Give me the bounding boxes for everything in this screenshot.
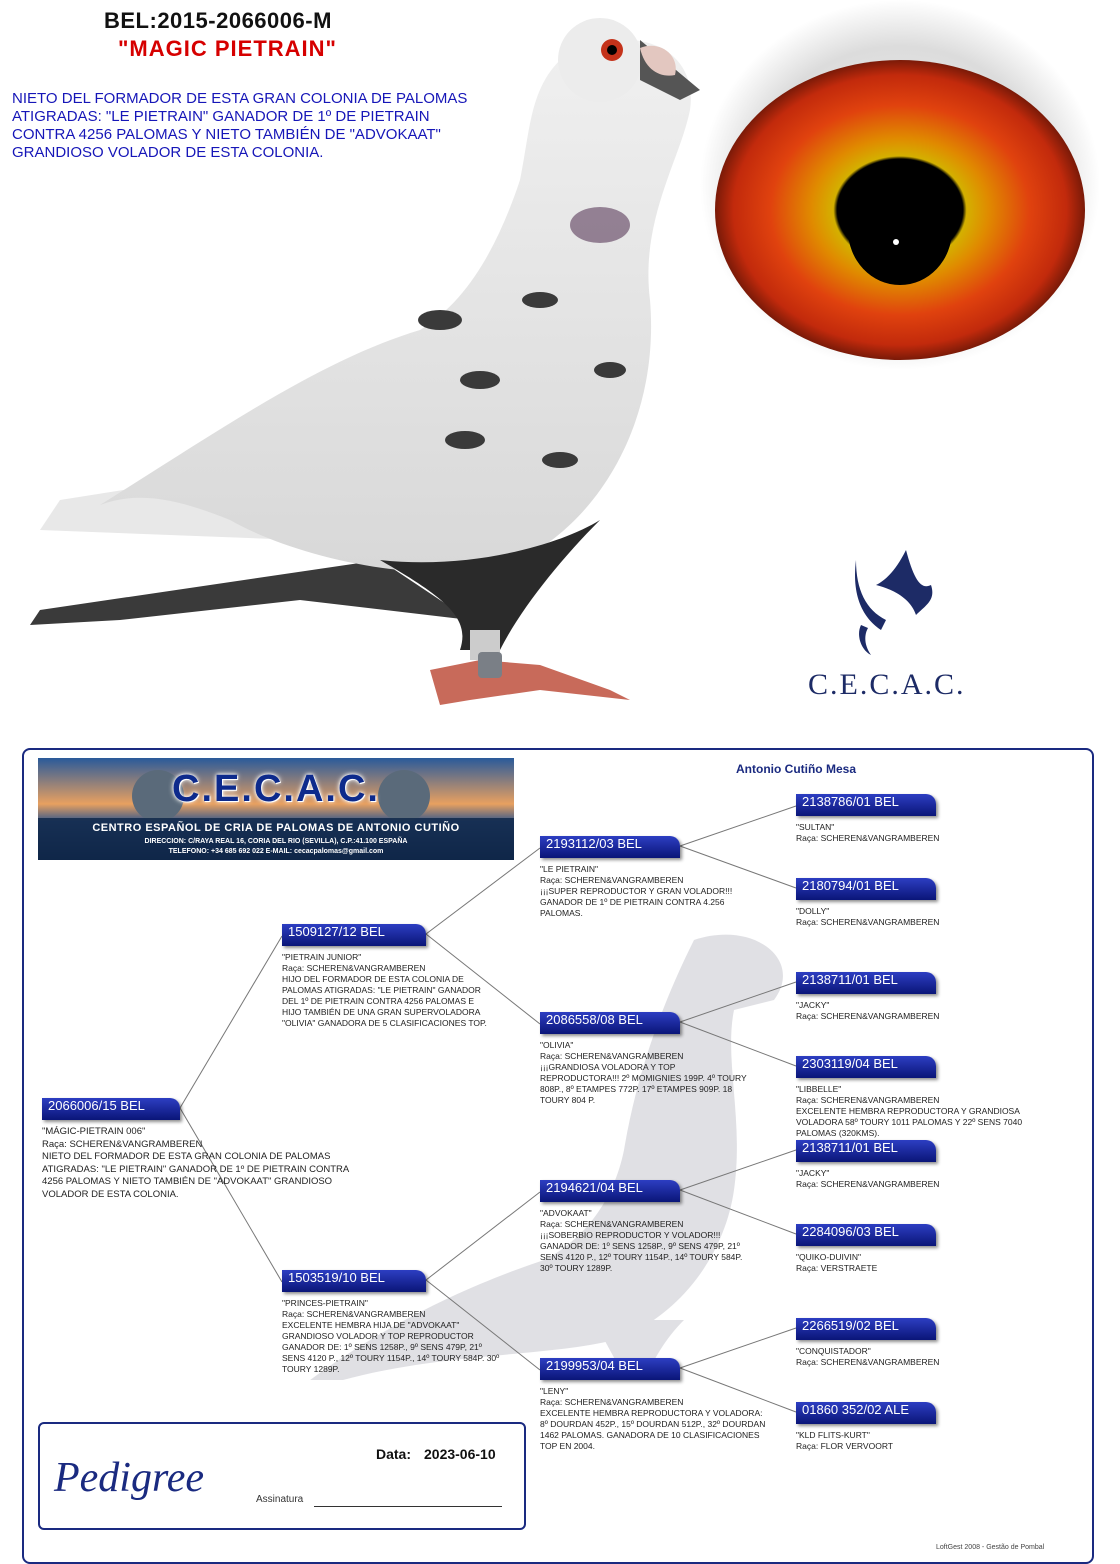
pigeon-name: "JACKY": [796, 1168, 830, 1178]
pigeon-info-sire-sire: [540, 864, 766, 919]
pigeon-info-dam: [282, 1298, 502, 1375]
pigeon-breed: Raça: SCHEREN&VANGRAMBEREN: [796, 1357, 940, 1367]
date-label: Data:: [376, 1446, 412, 1462]
pigeon-name: "LIBBELLE": [796, 1084, 842, 1094]
pigeon-name: "DOLLY": [796, 906, 830, 916]
promo-section: [0, 0, 1120, 740]
pigeon-box-sire-dam[interactable]: 2086558/08 BEL: [540, 1012, 680, 1034]
pigeon-box-sdd[interactable]: 2303119/04 BEL: [796, 1056, 936, 1078]
pigeon-box-dsd[interactable]: 2284096/03 BEL: [796, 1224, 936, 1246]
pigeon-name: "OLIVIA": [540, 1040, 574, 1050]
signature-label: Assinatura: [256, 1494, 304, 1505]
pigeon-info-dss: [796, 1168, 1076, 1190]
pedigree-sheet: [22, 748, 1094, 1564]
software-footer: LoftGest 2008 - Gestão de Pombal: [936, 1544, 1045, 1551]
pigeon-breed: Raça: SCHEREN&VANGRAMBEREN: [540, 1219, 684, 1229]
banner-contact: TELEFONO: +34 685 692 022 E-MAIL: cecacpalomas@gmail.com: [168, 848, 384, 855]
pigeon-notes: ¡¡¡SOBERBIO REPRODUCTOR Y VOLADOR!!! GANADOR DE: 1º SENS 1258P., 9º SENS 479P, 21º SENS 4120 P., 12º TOURY 1154P., 14º TOURY 584P. 30º TOURY 1289P.: [540, 1230, 743, 1273]
pigeon-notes: EXCELENTE HEMBRA REPRODUCTORA Y GRANDIOSA VOLADORA 58º TOURY 1011 PALOMAS Y 22º SENS 7040 PALOMAS (320KMS).: [796, 1106, 1023, 1138]
pigeon-box-sire-sire[interactable]: 2193112/03 BEL: [540, 836, 680, 858]
banner-address: DIRECCION: C/RAYA REAL 16, CORIA DEL RIO (SEVILLA), C.P.:41.100 ESPAÑA: [144, 838, 408, 845]
dove-logo-icon: [836, 540, 946, 660]
pigeon-notes: HIJO DEL FORMADOR DE ESTA COLONIA DE PALOMAS ATIGRADAS: "LE PIETRAIN" GANADOR DEL 1º DE PIETRAIN CONTRA 4256 PALOMAS E HIJO TAMBIÉN DE UNA GRAN SUPERVOLADORA "OLIVIA" GANADORA DE 5 CLASIFICACIONES TOP.: [282, 974, 487, 1028]
pigeon-name: "PIETRAIN JUNIOR": [282, 952, 362, 962]
pigeon-breed: Raça: SCHEREN&VANGRAMBEREN: [282, 963, 426, 973]
pedigree-signature-box: [38, 1422, 526, 1530]
pigeon-box-subject[interactable]: 2066006/15 BEL: [42, 1098, 180, 1120]
pigeon-box-dam-sire[interactable]: 2194621/04 BEL: [540, 1180, 680, 1202]
pigeon-breed: Raça: SCHEREN&VANGRAMBEREN: [796, 833, 940, 843]
pigeon-name: "MÁGIC-PIETRAIN 006": [42, 1126, 146, 1137]
pigeon-name: "CONQUISTADOR": [796, 1346, 871, 1356]
ring-number-title: BEL:2015-2066006-M: [104, 8, 332, 33]
pigeon-breed: Raça: SCHEREN&VANGRAMBEREN: [796, 917, 940, 927]
pigeon-info-subject: [42, 1126, 358, 1201]
pigeon-breed: Raça: FLOR VERVOORT: [796, 1441, 893, 1451]
pigeon-breed: Raça: SCHEREN&VANGRAMBEREN: [796, 1095, 940, 1105]
pigeon-notes: EXCELENTE HEMBRA REPRODUCTORA Y VOLADORA: 8º DOURDAN 452P., 15º DOURDAN 512P., 32º DOURDAN 1462 PALOMAS. GANADORA DE 10 CLASIFICACIONES TOP EN 2004.: [540, 1408, 766, 1451]
pigeon-notes: ¡¡¡GRANDIOSA VOLADORA Y TOP REPRODUCTORA!!! 2º MOMIGNIES 199P. 4º TOURY 808P., 8º ETAMPES 772P. 17º ETAMPES 909P. 18 TOURY 804 P.: [540, 1062, 747, 1105]
pigeon-box-sds[interactable]: 2138711/01 BEL: [796, 972, 936, 994]
banner-title: C.E.C.A.C.: [172, 768, 380, 810]
pigeon-name: "ADVOKAAT": [540, 1208, 592, 1218]
cecac-banner: [38, 758, 514, 860]
pigeon-info-sire: [282, 952, 494, 1029]
pigeon-breed: Raça: SCHEREN&VANGRAMBEREN: [282, 1309, 426, 1319]
pigeon-name: "KLD FLITS-KURT": [796, 1430, 870, 1440]
owner-name: Antonio Cutiño Mesa: [736, 762, 856, 776]
pedigree-script-title: Pedigree: [54, 1455, 205, 1501]
pigeon-notes: NIETO DEL FORMADOR DE ESTA GRAN COLONIA DE PALOMAS ATIGRADAS: "LE PIETRAIN" GANADOR DE 1º DE PIETRAIN CONTRA 4256 PALOMAS Y NIETO TAMBIÉN DE "ADVOKAAT" GRANDIOSO VOLADOR DE ESTA COLONIA.: [42, 1151, 349, 1200]
pigeon-info-sire-dam: [540, 1040, 752, 1106]
pigeon-info-dsd: [796, 1252, 1076, 1274]
pigeon-breed: Raça: VERSTRAETE: [796, 1263, 878, 1273]
pigeon-info-dam-sire: [540, 1208, 752, 1274]
pigeon-box-ddd[interactable]: 01860 352/02 ALE: [796, 1402, 936, 1424]
signature-line: [314, 1506, 502, 1507]
pigeon-breed: Raça: SCHEREN&VANGRAMBEREN: [540, 1051, 684, 1061]
date-value: 2023-06-10: [424, 1446, 496, 1462]
pigeon-name: "LENY": [540, 1386, 569, 1396]
pigeon-breed: Raça: SCHEREN&VANGRAMBEREN: [42, 1138, 203, 1150]
pigeon-breed: Raça: SCHEREN&VANGRAMBEREN: [540, 1397, 684, 1407]
pigeon-box-sss[interactable]: 2138786/01 BEL: [796, 794, 936, 816]
pigeon-box-dds[interactable]: 2266519/02 BEL: [796, 1318, 936, 1340]
pigeon-info-sdd: [796, 1084, 1048, 1139]
pigeon-info-sds: [796, 1000, 1076, 1022]
pigeon-breed: Raça: SCHEREN&VANGRAMBEREN: [796, 1011, 940, 1021]
pigeon-name: "QUIKO-DUIVIN": [796, 1252, 862, 1262]
pigeon-name: "PRINCES-PIETRAIN": [282, 1298, 368, 1308]
pigeon-box-dam[interactable]: 1503519/10 BEL: [282, 1270, 426, 1292]
pigeon-name: "JACKY": [796, 1000, 830, 1010]
pigeon-info-ssd: [796, 906, 1076, 928]
pigeon-notes: ¡¡¡SUPER REPRODUCTOR Y GRAN VOLADOR!!! GANADOR DE 1º DE PIETRAIN CONTRA 4.256 PALOMAS.: [540, 886, 733, 918]
pigeon-info-sss: [796, 822, 1076, 844]
pigeon-box-dss[interactable]: 2138711/01 BEL: [796, 1140, 936, 1162]
pigeon-info-dam-dam: [540, 1386, 768, 1452]
pigeon-box-dam-dam[interactable]: 2199953/04 BEL: [540, 1358, 680, 1380]
pigeon-box-ssd[interactable]: 2180794/01 BEL: [796, 878, 936, 900]
cecac-logo-text: C.E.C.A.C.: [808, 668, 966, 701]
pigeon-info-ddd: [796, 1430, 1076, 1452]
promo-description: NIETO DEL FORMADOR DE ESTA GRAN COLONIA DE PALOMAS ATIGRADAS: "LE PIETRAIN" GANADOR DE 1º DE PIETRAIN CONTRA 4256 PALOMAS Y NIETO TAMBIÉN DE "ADVOKAAT" GRANDIOSO VOLADOR DE ESTA COLONIA.: [12, 90, 468, 161]
pigeon-notes: EXCELENTE HEMBRA HIJA DE "ADVOKAAT" GRANDIOSO VOLADOR Y TOP REPRODUCTOR GANADOR DE: 1º SENS 1258P., 9º SENS 479P, 21º SENS 4120 P., 12º TOURY 1154P., 14º TOURY 584P. 30º TOURY 1289P.: [282, 1320, 500, 1374]
pigeon-breed: Raça: SCHEREN&VANGRAMBEREN: [796, 1179, 940, 1189]
pigeon-info-dds: [796, 1346, 1076, 1368]
pigeon-box-sire[interactable]: 1509127/12 BEL: [282, 924, 426, 946]
pigeon-name: "SULTAN": [796, 822, 835, 832]
pigeon-name: "LE PIETRAIN": [540, 864, 598, 874]
bird-name-title: "MAGIC PIETRAIN": [118, 36, 337, 61]
banner-subtitle: CENTRO ESPAÑOL DE CRIA DE PALOMAS DE ANTONIO CUTIÑO: [92, 822, 460, 834]
pigeon-breed: Raça: SCHEREN&VANGRAMBEREN: [540, 875, 684, 885]
